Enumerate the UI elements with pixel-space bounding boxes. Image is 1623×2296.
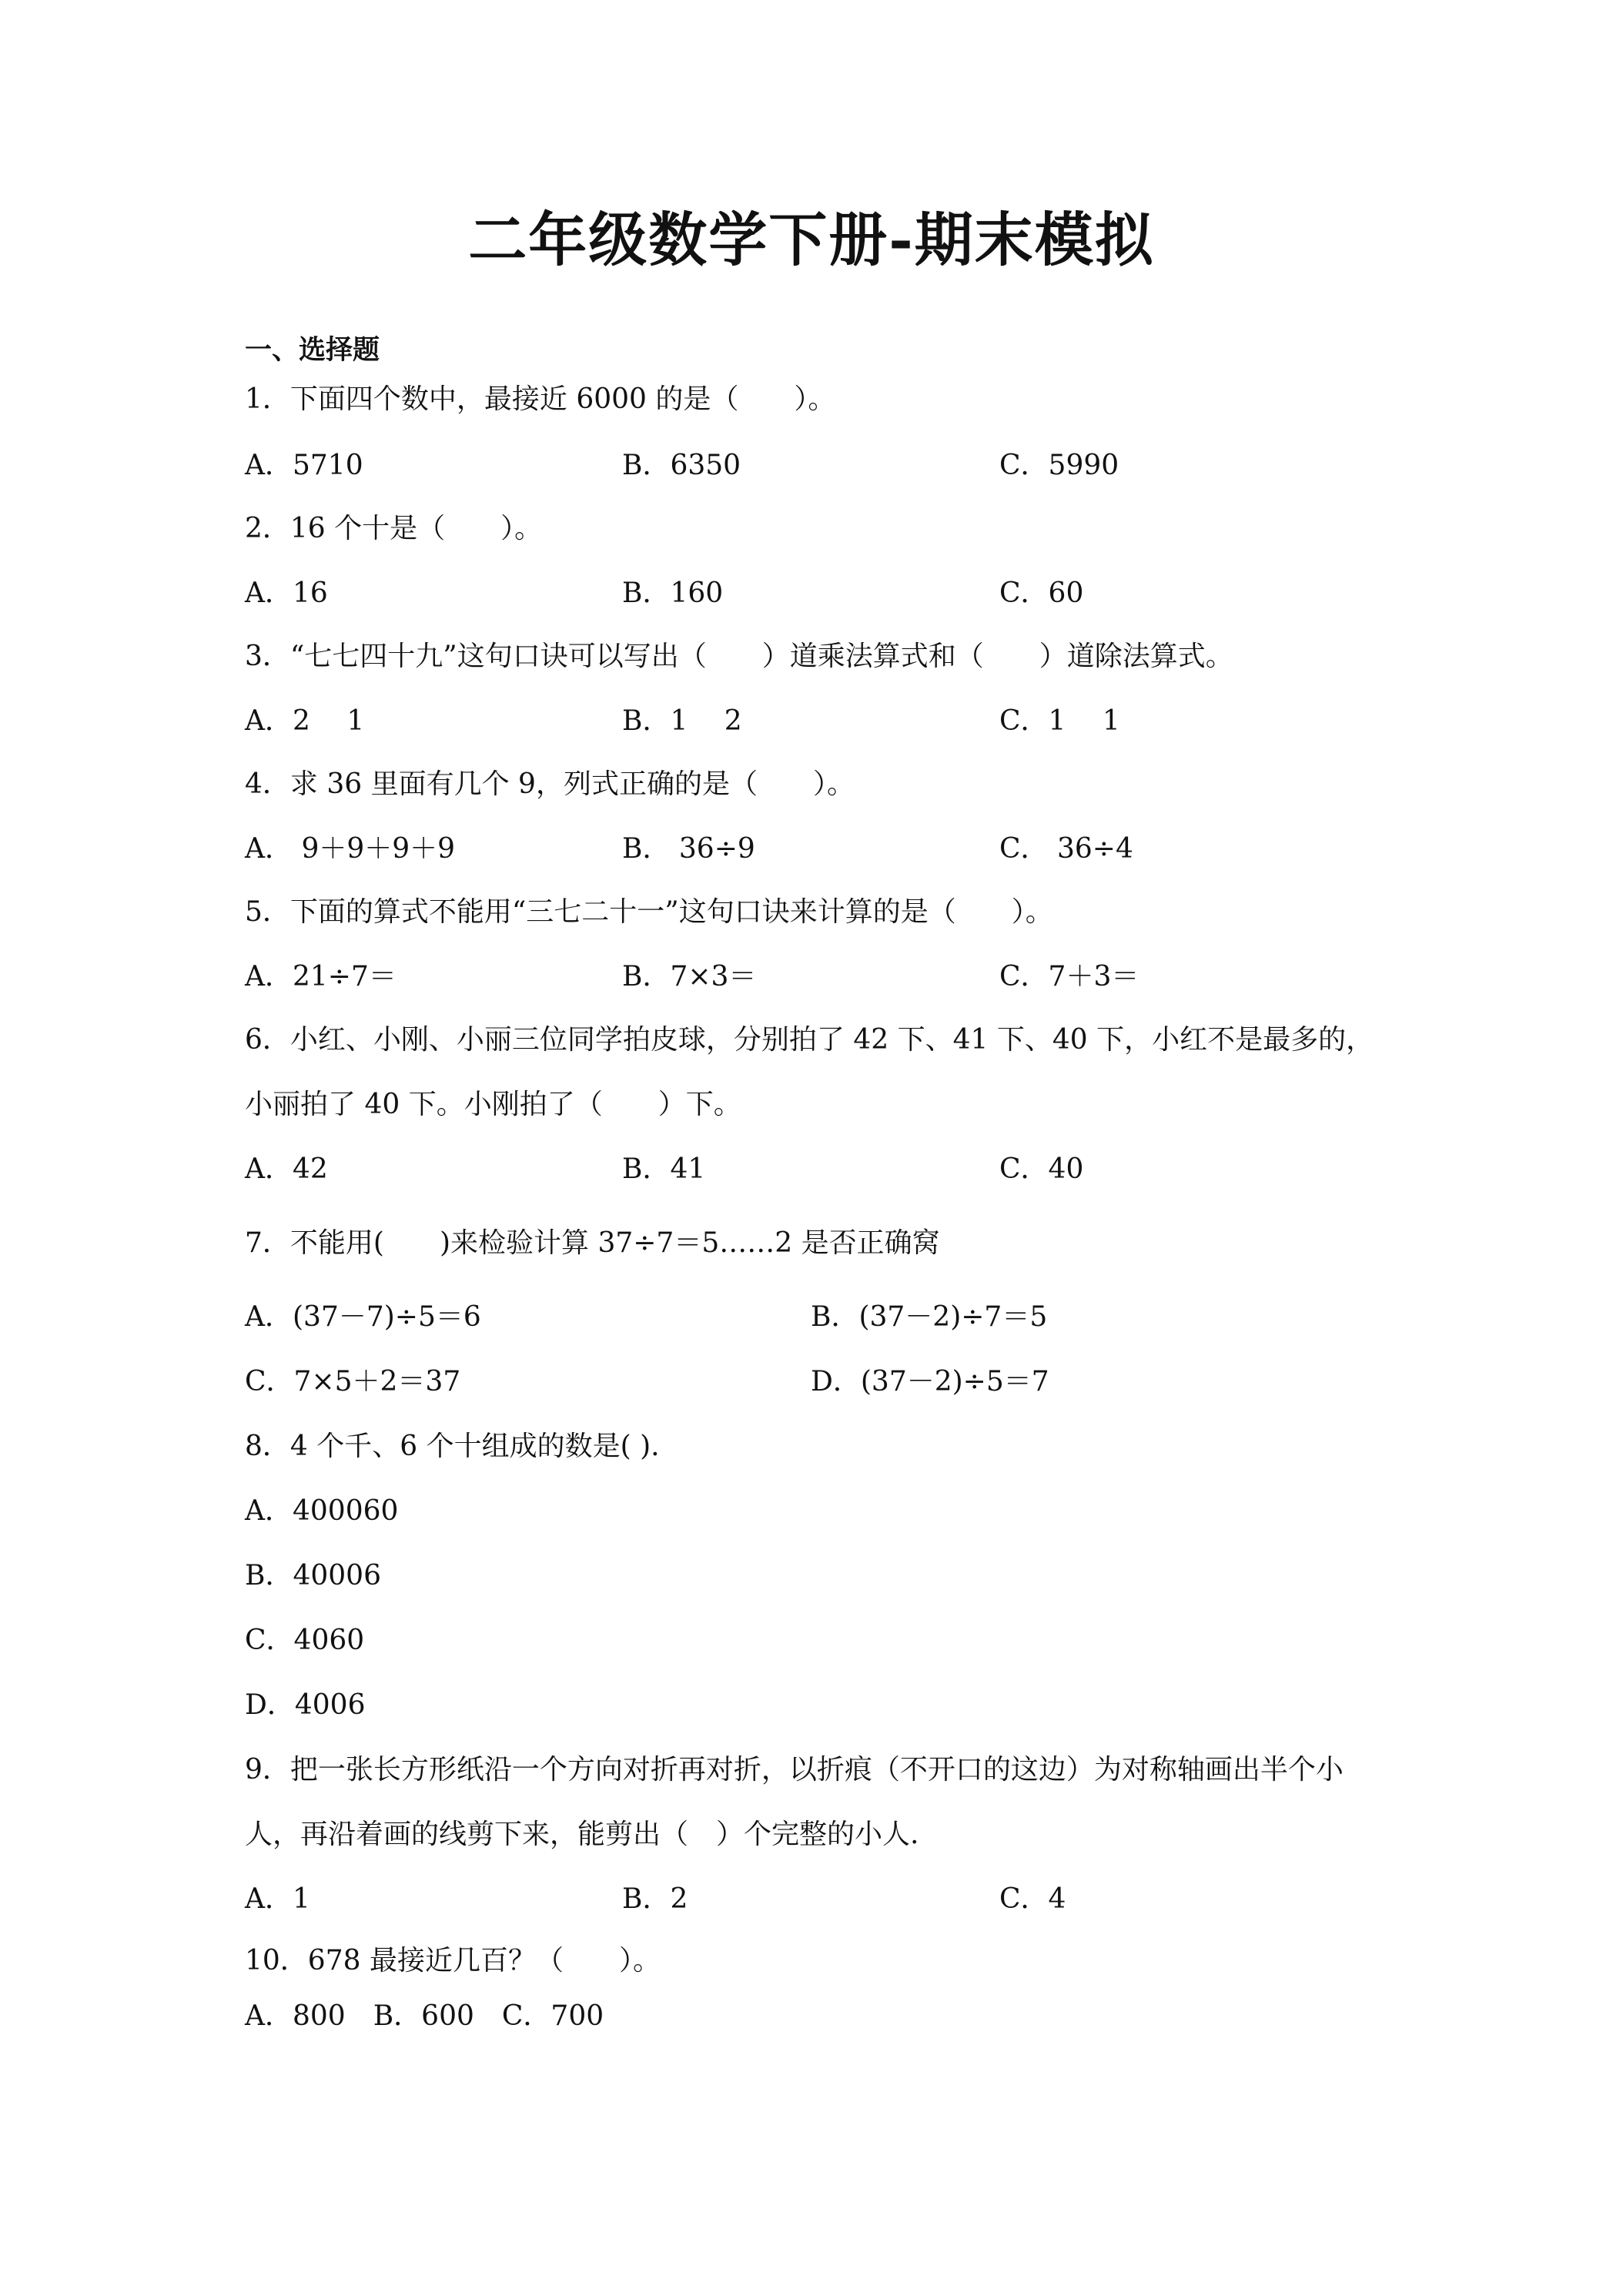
q5-option-b: B．7×3＝ <box>622 961 757 992</box>
q1-option-c: C．5990 <box>999 450 1119 481</box>
q6-option-a: A．42 <box>245 1153 328 1185</box>
q7-option-c: C．7×5＋2＝37 <box>245 1366 461 1397</box>
q1-option-a: A．5710 <box>245 450 363 481</box>
question-8: 8．4 个千、6 个十组成的数是( ). <box>245 1431 660 1462</box>
q9-option-a: A．1 <box>245 1883 310 1915</box>
question-5: 5．下面的算式不能用“三七二十一”这句口诀来计算的是（ ）。 <box>245 896 1053 928</box>
question-2: 2．16 个十是（ ）。 <box>245 513 543 544</box>
q6-option-c: C．40 <box>999 1153 1084 1185</box>
page-title: 二年级数学下册-期末模拟 <box>468 206 1155 274</box>
q2-option-a: A．16 <box>245 577 328 609</box>
q8-option-b: B．40006 <box>245 1560 381 1591</box>
question-3: 3．“七七四十九”这句口诀可以写出（ ）道乘法算式和（ ）道除法算式。 <box>245 641 1233 672</box>
q4-option-c: C． 36÷4 <box>999 833 1133 865</box>
q8-option-d: D．4006 <box>245 1689 366 1721</box>
q7-option-d: D．(37－2)÷5＝7 <box>811 1366 1049 1397</box>
question-1: 1．下面四个数中，最接近 6000 的是（ ）。 <box>245 383 836 415</box>
q10-options: A．800 B．600 C．700 <box>245 2000 604 2032</box>
q5-option-a: A．21÷7＝ <box>245 961 397 992</box>
q7-option-b: B．(37－2)÷7＝5 <box>811 1301 1048 1333</box>
question-9-line-2: 人，再沿着画的线剪下来，能剪出（ ）个完整的小人. <box>245 1819 919 1850</box>
q9-option-b: B．2 <box>622 1883 688 1915</box>
q1-option-b: B．6350 <box>622 450 741 481</box>
q9-option-c: C．4 <box>999 1883 1066 1915</box>
q4-option-b: B． 36÷9 <box>622 833 755 865</box>
q6-option-b: B．41 <box>622 1153 706 1185</box>
q3-option-b: B．1 2 <box>622 705 742 737</box>
q8-option-c: C．4060 <box>245 1625 365 1656</box>
section-heading: 一、选择题 <box>245 334 380 366</box>
q4-option-a: A． 9＋9＋9＋9 <box>245 833 456 865</box>
q8-option-a: A．400060 <box>245 1495 399 1527</box>
q2-option-c: C．60 <box>999 577 1084 609</box>
q3-option-a: A．2 1 <box>245 705 365 737</box>
question-6-line-1: 6．小红、小刚、小丽三位同学拍皮球，分别拍了 42 下、41 下、40 下，小红不是最多的， <box>245 1024 1374 1056</box>
q3-option-c: C．1 1 <box>999 705 1120 737</box>
q2-option-b: B．160 <box>622 577 724 609</box>
question-9-line-1: 9．把一张长方形纸沿一个方向对折再对折，以折痕（不开口的这边）为对称轴画出半个小 <box>245 1754 1344 1786</box>
question-4: 4．求 36 里面有几个 9，列式正确的是（ ）。 <box>245 768 855 800</box>
question-7: 7．不能用( )来检验计算 37÷7＝5……2 是否正确窝 <box>245 1227 940 1259</box>
q7-option-a: A．(37－7)÷5＝6 <box>245 1301 481 1333</box>
question-10: 10．678 最接近几百？（ ）。 <box>245 1945 661 1976</box>
question-6-line-2: 小丽拍了 40 下。小刚拍了（ ）下。 <box>245 1089 741 1120</box>
q5-option-c: C．7＋3＝ <box>999 961 1139 992</box>
